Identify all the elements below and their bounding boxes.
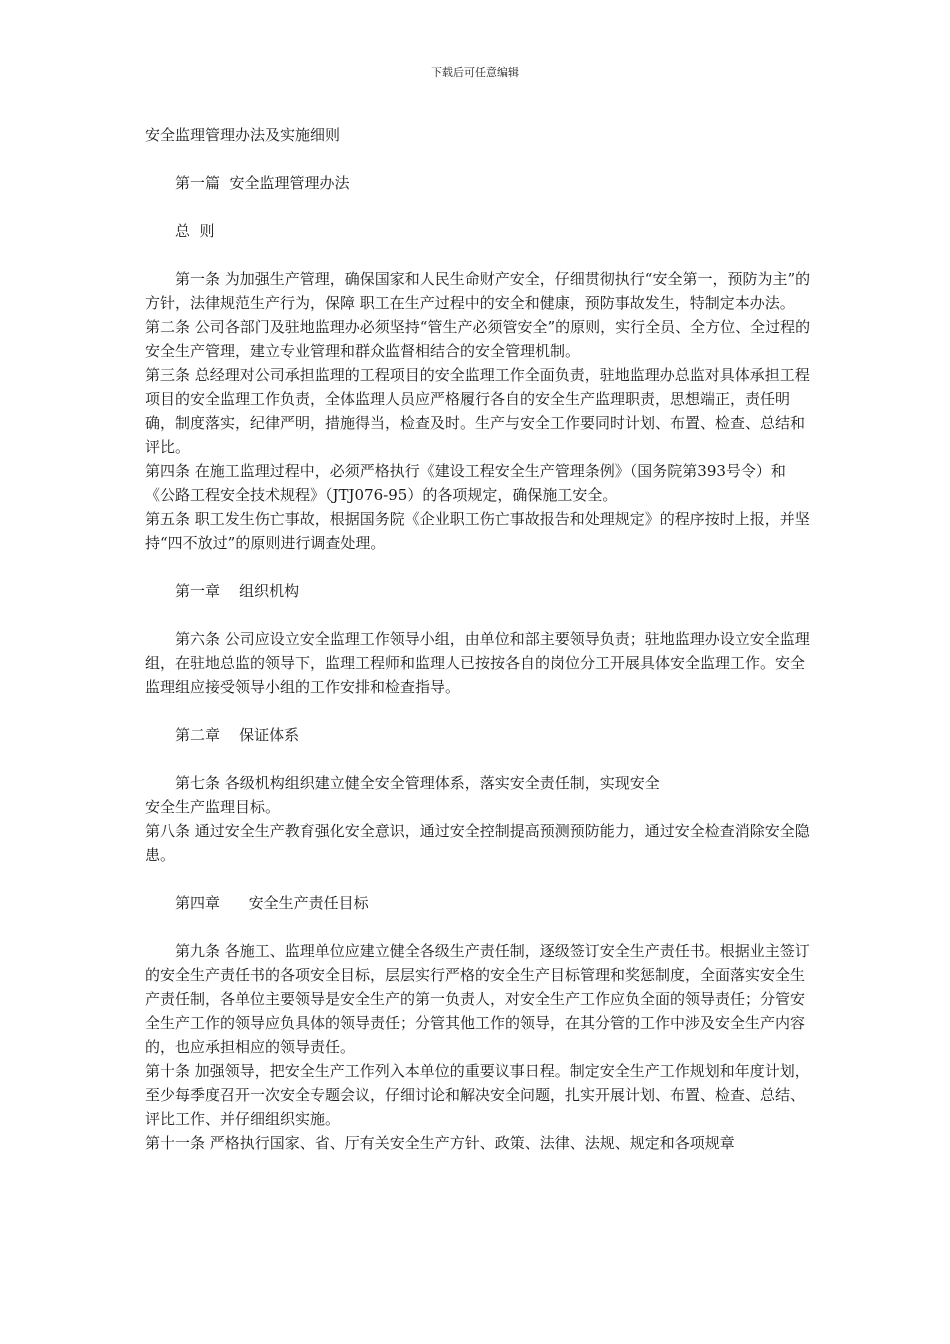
document-title: 安全监理管理办法及实施细则 <box>145 126 341 144</box>
article-11: 第十一条 严格执行国家、省、厅有关安全生产方针、政策、法律、法规、规定和各项规章 <box>145 1134 735 1152</box>
part-heading: 第一篇 安全监理管理办法 <box>175 174 350 192</box>
article-5: 第五条 职工发生伤亡事故，根据国务院《企业职工伤亡事故报告和处理规定》的程序按时上报，并坚持“四不放过”的原则进行调查处理。 <box>145 510 810 552</box>
article-1: 第一条 为加强生产管理，确保国家和人民生命财产安全，仔细贯彻执行“安全第一，预防为主”的方针，法律规范生产行为，保障 职工在生产过程中的安全和健康，预防事故发生，特制定本办法。 <box>145 270 811 312</box>
document-body <box>145 123 815 1155</box>
article-9: 第九条 各施工、监理单位应建立健全各级生产责任制，逐级签订安全生产责任书。根据业主签订的安全生产责任书的各项安全目标，层层实行严格的安全生产目标管理和奖惩制度，全面落实安全生产责任制，各单位主要领导是安全生产的第一负责人，对安全生产工作应负全面的领导责任；分管安全生产工作的领导应负具体的领导责任；分管其他工作的领导，在其分管的工作中涉及安全生产内容的，也应承担相应的领导责任。 <box>145 942 810 1056</box>
chapter-2-heading: 第二章 保证体系 <box>175 726 300 744</box>
article-2: 第二条 公司各部门及驻地监理办必须坚持“管生产必须管安全”的原则，实行全员、全方位、全过程的安全生产管理，建立专业管理和群众监督相结合的安全管理机制。 <box>145 318 811 360</box>
article-7-line-2: 安全生产监理目标。 <box>145 798 281 816</box>
article-8: 第八条 通过安全生产教育强化安全意识，通过安全控制提高预测预防能力，通过安全检查消除安全隐患。 <box>145 822 810 864</box>
page-header-note: 下载后可任意编辑 <box>431 66 519 79</box>
article-4: 第四条 在施工监理过程中，必须严格执行《建设工程安全生产管理条例》（国务院第393号令）和《公路工程安全技术规程》（JTJ076-95）的各项规定，确保施工安全。 <box>145 462 786 504</box>
article-3: 第三条 总经理对公司承担监理的工程项目的安全监理工作全面负责，驻地监理办总监对具体承担工程项目的安全监理工作负责，全体监理人员应严格履行各自的安全生产监理职责，思想端正，责任明确，制度落实，纪律严明，措施得当，检查及时。生产与安全工作要同时计划、布置、检查、总结和评比。 <box>145 366 810 456</box>
section-heading-general: 总 则 <box>175 222 215 240</box>
article-7-line-1: 第七条 各级机构组织建立健全安全管理体系，落实安全责任制，实现安全 <box>175 774 660 792</box>
chapter-1-heading: 第一章 组织机构 <box>175 582 300 600</box>
article-10: 第十条 加强领导，把安全生产工作列入本单位的重要议事日程。制定安全生产工作规划和年度计划，至少每季度召开一次安全专题会议，仔细讨论和解决安全问题，扎实开展计划、布置、检查、总结、评比工作、并仔细组织实施。 <box>145 1062 810 1128</box>
article-6: 第六条 公司应设立安全监理工作领导小组，由单位和部主要领导负责；驻地监理办设立安全监理组，在驻地总监的领导下，监理工程师和监理人已按按各自的岗位分工开展具体安全监理工作。安全监理组应接受领导小组的工作安排和检查指导。 <box>145 630 810 696</box>
chapter-4-heading: 第四章 安全生产责任目标 <box>175 894 369 912</box>
